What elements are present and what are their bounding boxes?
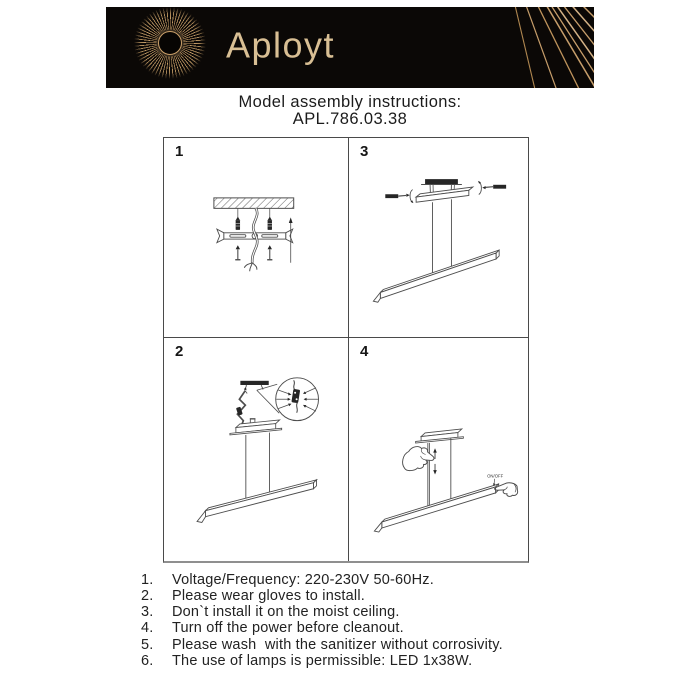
heading-block: [0, 94, 700, 128]
step-panel-4: [349, 338, 528, 561]
rotation-arrow: [478, 181, 481, 195]
instruction-text: Turn off the power before cleanout.: [172, 620, 404, 637]
screw: [482, 185, 506, 189]
step-panel-1: [164, 138, 348, 337]
step-panel-3: [349, 138, 528, 337]
screw: [267, 245, 272, 259]
instruction-item: [141, 572, 591, 588]
lamp-bar: [373, 250, 499, 302]
lamp-bar: [197, 480, 316, 523]
switch-label-text: ON/OFF: [487, 473, 504, 479]
ceiling: [214, 198, 294, 208]
wall-anchor: [235, 217, 240, 230]
instruction-number: 2.: [141, 588, 154, 605]
suspension-cable: [433, 199, 452, 275]
instruction-text: Don`t install it on the moist ceiling.: [172, 604, 400, 621]
brand-banner: [106, 7, 594, 88]
instruction-item: [141, 620, 591, 636]
step-number: 2: [175, 343, 184, 360]
instruction-text: Please wear gloves to install.: [172, 588, 365, 605]
suspension-cable: [428, 438, 451, 507]
page-title: Model assembly instructions:: [238, 93, 462, 111]
canopy: [230, 419, 282, 435]
lamp-bar: [374, 484, 498, 532]
instruction-number: 1.: [141, 572, 154, 588]
canopy: [416, 429, 464, 443]
on-off-label: [487, 473, 504, 486]
instruction-text: The use of lamps is permissible: LED 1x38W.: [172, 652, 473, 669]
instruction-item: [141, 653, 591, 669]
screw: [385, 194, 409, 198]
step-number: 4: [360, 343, 369, 360]
instruction-number: 3.: [141, 604, 154, 621]
instruction-item: [141, 604, 591, 620]
instruction-number: 6.: [141, 652, 154, 669]
instruction-text: Please wash with the sanitizer without corrosivity.: [172, 636, 503, 653]
brand-name: Aployt: [226, 23, 336, 65]
height-arrows: [433, 448, 437, 474]
instruction-item: [141, 588, 591, 604]
anchor-guides: [238, 208, 270, 218]
step-4-diagram: [349, 338, 528, 561]
instruction-number: 5.: [141, 636, 154, 653]
screw: [235, 245, 240, 259]
wall-anchor: [267, 217, 272, 230]
step-2-diagram: [164, 338, 348, 561]
model-code: APL.786.03.38: [292, 110, 408, 128]
step-1-diagram: [164, 138, 348, 337]
suspension-cable: [246, 433, 270, 501]
power-wire: [244, 208, 257, 271]
step-number: 1: [175, 143, 184, 160]
sunburst-logo-core: [158, 31, 182, 55]
step-number: 3: [360, 143, 369, 160]
canopy: [416, 187, 473, 202]
instruction-number: 4.: [141, 620, 154, 637]
step-panel-2: [164, 338, 348, 561]
step-3-diagram: [349, 138, 528, 337]
instruction-item: [141, 637, 591, 653]
assembly-steps-grid: [163, 137, 529, 563]
rotation-arrow: [410, 190, 413, 204]
instruction-text: Voltage/Frequency: 220-230V 50-60Hz.: [172, 572, 434, 588]
instructions-list: [141, 572, 591, 669]
decorative-rays-icon: [344, 7, 594, 88]
